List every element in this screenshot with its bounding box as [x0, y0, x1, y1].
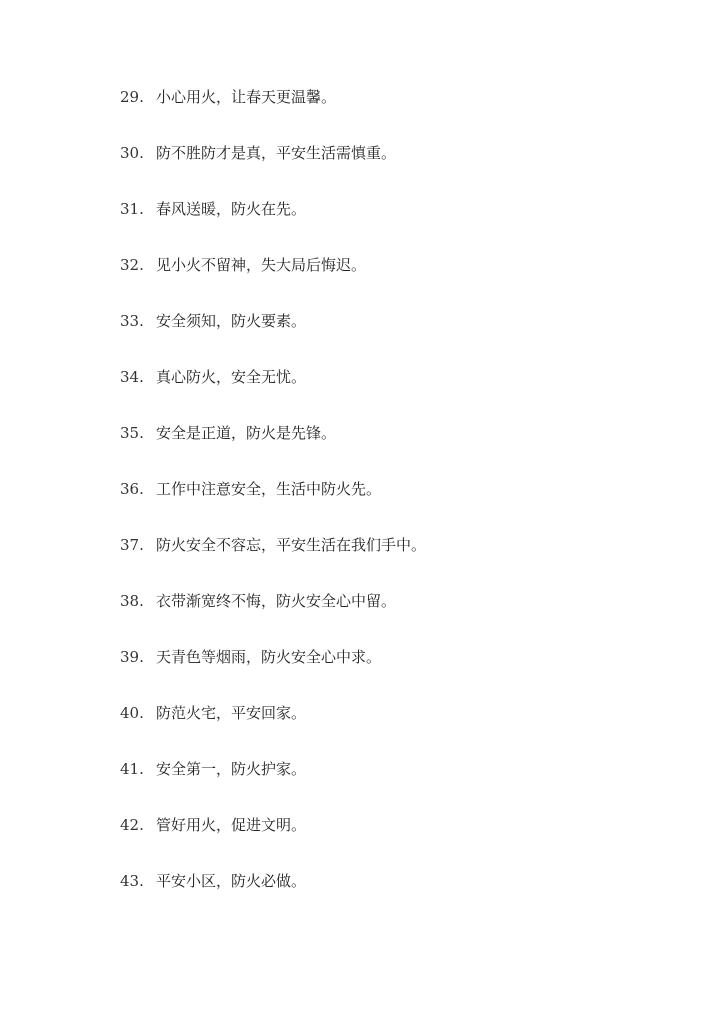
- list-item: [120, 252, 426, 308]
- item-text: 防火安全不容忘，平安生活在我们手中。: [156, 536, 427, 554]
- list-item: [120, 868, 426, 924]
- item-text: 安全第一，防火护家。: [156, 760, 307, 778]
- list-item: [120, 364, 426, 420]
- item-number: 34.: [120, 368, 144, 386]
- list-item: [120, 644, 426, 700]
- list-item: [120, 588, 426, 644]
- item-number: 37.: [120, 536, 144, 554]
- item-text: 防不胜防才是真，平安生活需慎重。: [156, 144, 397, 162]
- item-number: 35.: [120, 424, 144, 442]
- item-number: 30.: [120, 144, 144, 162]
- item-number: 42.: [120, 816, 144, 834]
- item-text: 衣带渐宽终不悔，防火安全心中留。: [156, 592, 397, 610]
- list-item: [120, 420, 426, 476]
- item-number: 40.: [120, 704, 144, 722]
- list-item: [120, 812, 426, 868]
- item-text: 真心防火，安全无忧。: [156, 368, 307, 386]
- item-text: 工作中注意安全，生活中防火先。: [156, 480, 382, 498]
- item-text: 平安小区，防火必做。: [156, 872, 307, 890]
- list-item: [120, 140, 426, 196]
- item-text: 安全须知，防火要素。: [156, 312, 307, 330]
- item-number: 43.: [120, 872, 144, 890]
- item-number: 32.: [120, 256, 144, 274]
- list-item: [120, 700, 426, 756]
- item-number: 39.: [120, 648, 144, 666]
- item-text: 见小火不留神，失大局后悔迟。: [156, 256, 367, 274]
- list-item: [120, 196, 426, 252]
- item-number: 36.: [120, 480, 144, 498]
- list-item: [120, 532, 426, 588]
- item-text: 春风送暖，防火在先。: [156, 200, 307, 218]
- item-text: 防范火宅，平安回家。: [156, 704, 307, 722]
- item-number: 31.: [120, 200, 144, 218]
- list-item: [120, 84, 426, 140]
- list-item: [120, 756, 426, 812]
- item-number: 38.: [120, 592, 144, 610]
- item-text: 小心用火，让春天更温馨。: [156, 88, 337, 106]
- item-text: 天青色等烟雨，防火安全心中求。: [156, 648, 382, 666]
- list-item: [120, 476, 426, 532]
- item-text: 安全是正道，防火是先锋。: [156, 424, 337, 442]
- slogan-list: [120, 84, 426, 924]
- item-number: 41.: [120, 760, 144, 778]
- list-item: [120, 308, 426, 364]
- item-text: 管好用火，促进文明。: [156, 816, 307, 834]
- item-number: 29.: [120, 88, 144, 106]
- item-number: 33.: [120, 312, 144, 330]
